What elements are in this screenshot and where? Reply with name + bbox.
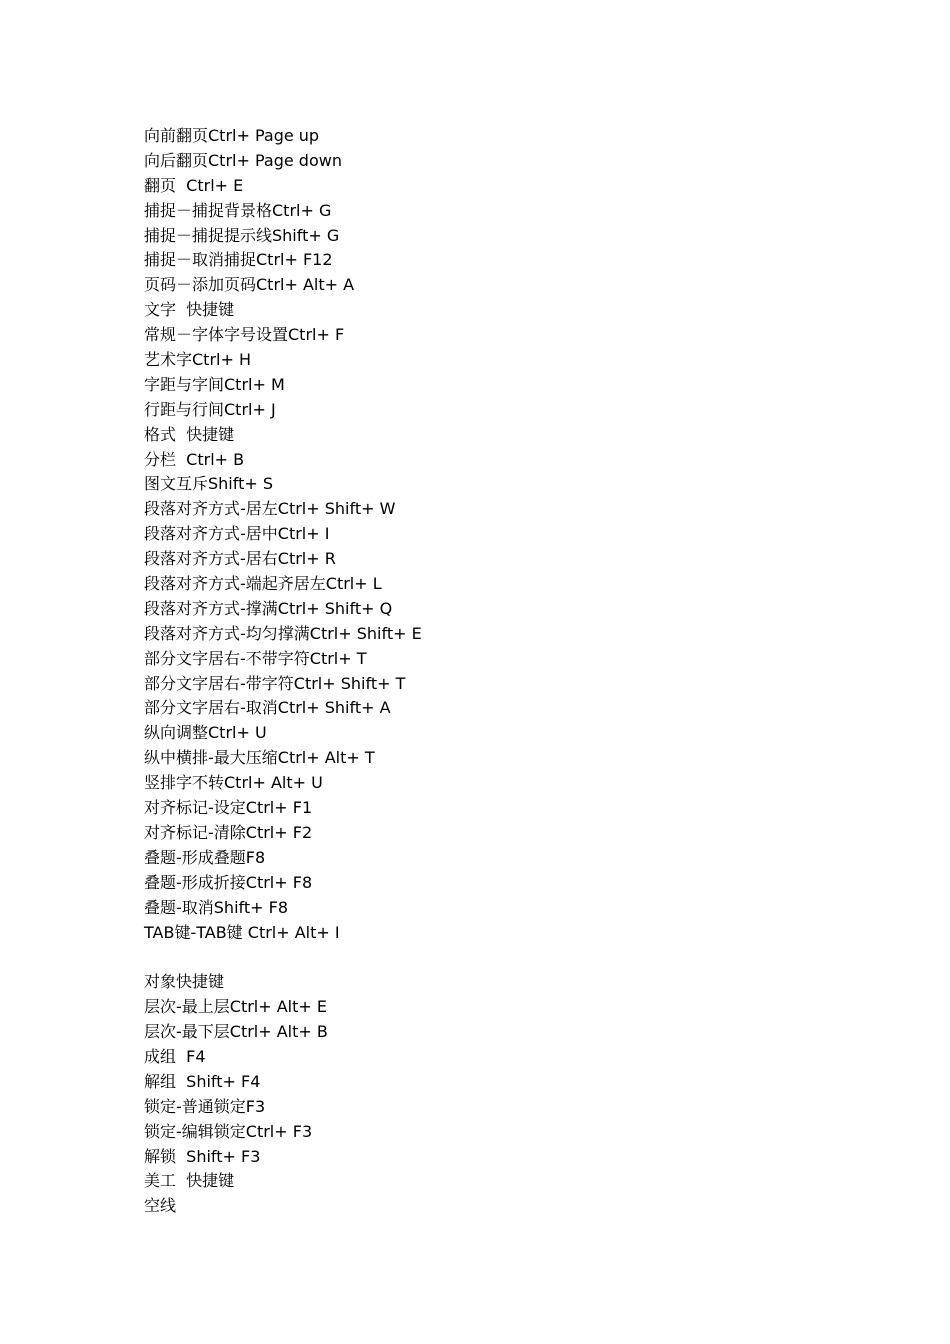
shortcut-line: 部分文字居右-带字符Ctrl+ Shift+ T: [144, 673, 406, 693]
shortcut-line: 叠题-形成叠题F8: [144, 847, 266, 867]
shortcut-line: 部分文字居右-不带字符Ctrl+ T: [144, 648, 367, 668]
shortcut-line: 段落对齐方式-撑满Ctrl+ Shift+ Q: [144, 598, 393, 618]
shortcut-line: 纵向调整Ctrl+ U: [144, 723, 267, 743]
shortcut-line: 翻页 Ctrl+ E: [144, 175, 244, 195]
shortcut-line: 部分文字居右-取消Ctrl+ Shift+ A: [144, 698, 391, 718]
shortcut-line: 图文互斥Shift+ S: [144, 474, 274, 494]
shortcut-line: 解锁 Shift+ F3: [144, 1146, 261, 1166]
shortcut-line: 向前翻页Ctrl+ Page up: [144, 126, 320, 145]
shortcut-line: 锁定-普通锁定F3: [144, 1096, 266, 1116]
shortcut-line: 竖排字不转Ctrl+ Alt+ U: [144, 773, 323, 793]
shortcut-list: [144, 124, 844, 1219]
shortcut-line: 对象快捷键: [144, 972, 225, 992]
shortcut-line: 捕捉－捕捉背景格Ctrl+ G: [144, 200, 332, 220]
shortcut-line: 段落对齐方式-均匀撑满Ctrl+ Shift+ E: [144, 623, 422, 643]
shortcut-line: 字距与字间Ctrl+ M: [144, 374, 285, 394]
shortcut-line: 成组 F4: [144, 1046, 206, 1066]
shortcut-line: 段落对齐方式-居左Ctrl+ Shift+ W: [144, 499, 396, 519]
shortcut-line: 层次-最上层Ctrl+ Alt+ E: [144, 997, 328, 1017]
shortcut-line: 对齐标记-设定Ctrl+ F1: [144, 798, 313, 818]
shortcut-line: 格式 快捷键: [144, 424, 235, 444]
shortcut-line: 文字 快捷键: [144, 300, 235, 320]
shortcut-line: 捕捉－捕捉提示线Shift+ G: [144, 225, 340, 245]
shortcut-line: 对齐标记-清除Ctrl+ F2: [144, 822, 313, 842]
shortcut-line: 纵中横排-最大压缩Ctrl+ Alt+ T: [144, 748, 375, 768]
shortcut-line: 向后翻页Ctrl+ Page down: [144, 150, 342, 170]
shortcut-line: 捕捉－取消捕捉Ctrl+ F12: [144, 250, 333, 270]
shortcut-line: 叠题-形成折接Ctrl+ F8: [144, 872, 313, 892]
shortcut-line: 常规－字体字号设置Ctrl+ F: [144, 325, 345, 345]
shortcut-line: 段落对齐方式-端起齐居左Ctrl+ L: [144, 574, 382, 594]
shortcut-line: 页码－添加页码Ctrl+ Alt+ A: [144, 275, 355, 295]
shortcut-line: 行距与行间Ctrl+ J: [144, 399, 276, 419]
shortcut-line: 空线: [144, 1196, 177, 1216]
shortcut-line: 叠题-取消Shift+ F8: [144, 897, 289, 917]
shortcut-line: 分栏 Ctrl+ B: [144, 449, 245, 469]
shortcut-line: TAB键-TAB键 Ctrl+ Alt+ I: [144, 922, 340, 942]
shortcut-line: 段落对齐方式-居右Ctrl+ R: [144, 549, 336, 569]
shortcut-line: 美工 快捷键: [144, 1171, 235, 1191]
shortcut-line: 艺术字Ctrl+ H: [144, 350, 251, 370]
shortcut-line: 解组 Shift+ F4: [144, 1071, 261, 1091]
blank-line: [144, 945, 844, 970]
shortcut-line: 段落对齐方式-居中Ctrl+ I: [144, 524, 330, 544]
shortcut-line: 层次-最下层Ctrl+ Alt+ B: [144, 1022, 328, 1042]
shortcut-line: 锁定-编辑锁定Ctrl+ F3: [144, 1121, 313, 1141]
